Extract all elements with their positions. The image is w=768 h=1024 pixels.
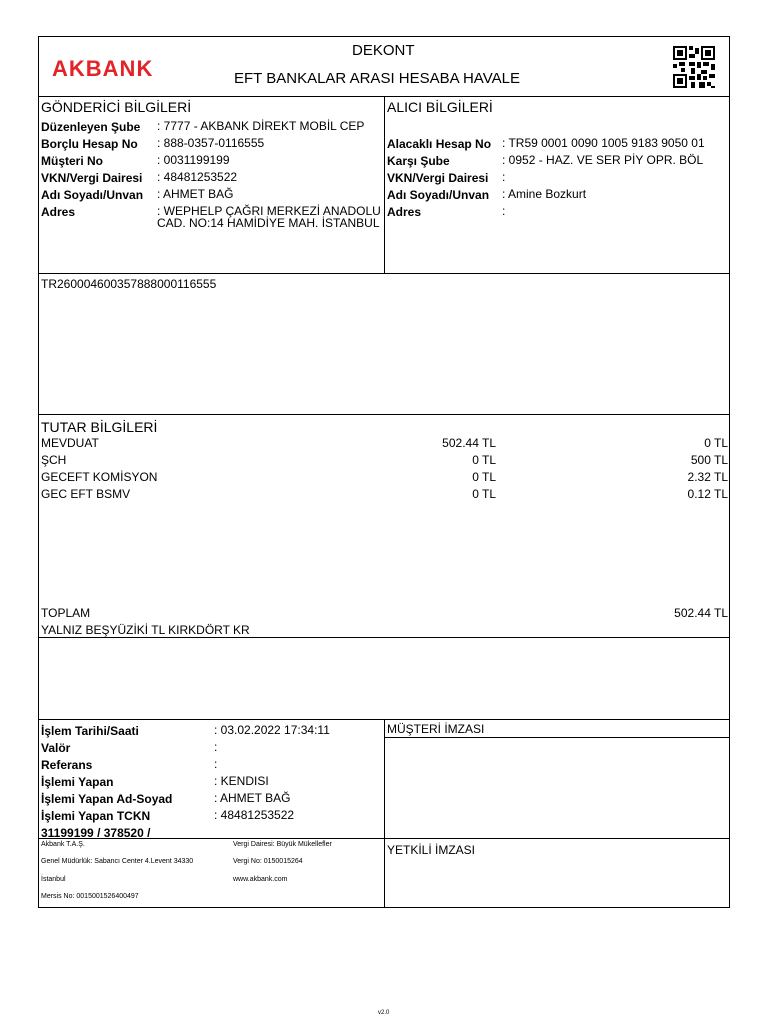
receiver-tax-value: : xyxy=(502,170,506,184)
sender-address-value: : WEPHELP ÇAĞRI MERKEZİ ANADOLU CAD. NO:14 HAMİDİYE MAH. İSTANBUL xyxy=(157,204,381,230)
txn-reference-label: Referans xyxy=(41,758,93,772)
txn-performer-label: İşlemi Yapan xyxy=(41,775,114,789)
footer-hq: Genel Müdürlük: Sabancı Center 4.Levent 34330 xyxy=(41,858,194,865)
receiver-account-label: Alacaklı Hesap No xyxy=(387,137,492,151)
txn-performer-id-label: İşlemi Yapan TCKN xyxy=(41,809,151,823)
sender-address-label: Adres xyxy=(41,205,76,219)
txn-performer-value: : KENDISI xyxy=(214,774,269,788)
footer-company: Akbank T.A.Ş. xyxy=(41,841,85,848)
amount-row-col2: 2.32 TL xyxy=(687,470,728,484)
rule-customer-signature xyxy=(384,737,730,738)
amount-row-col2: 0 TL xyxy=(704,436,728,450)
txn-performer-name-label: İşlemi Yapan Ad-Soyad xyxy=(41,792,173,806)
footer-tax-office: Vergi Dairesi: Büyük Mükellefler xyxy=(233,841,332,848)
document-subtitle: EFT BANKALAR ARASI HESABA HAVALE xyxy=(234,70,520,87)
amount-row-col2: 0.12 TL xyxy=(687,487,728,501)
rule-parties xyxy=(38,273,730,274)
receiver-account-value: : TR59 0001 0090 1005 9183 9050 01 xyxy=(502,136,705,150)
rule-description xyxy=(38,414,730,415)
amount-row-col2: 500 TL xyxy=(690,453,728,467)
receiver-address-label: Adres xyxy=(387,205,422,219)
amount-row-label: GECEFT KOMİSYON xyxy=(41,470,158,484)
amount-row-col1: 0 TL xyxy=(472,487,496,501)
sender-tax-label: VKN/Vergi Dairesi xyxy=(41,171,143,185)
amount-row-col1: 0 TL xyxy=(472,470,496,484)
sender-branch-value: : 7777 - AKBANK DİREKT MOBİL CEP xyxy=(157,119,365,133)
amount-row-col1: 502.44 TL xyxy=(442,436,496,450)
rule-amounts xyxy=(38,637,730,638)
footer-tax-no: Vergi No: 0150015264 xyxy=(233,858,303,865)
sender-heading: GÖNDERİCİ BİLGİLERİ xyxy=(41,99,192,115)
txn-date-value: : 03.02.2022 17:34:11 xyxy=(214,723,330,737)
divider-parties xyxy=(384,96,385,273)
receiver-branch-label: Karşı Şube xyxy=(387,154,450,168)
customer-signature-label: MÜŞTERİ İMZASI xyxy=(387,722,485,736)
divider-transaction xyxy=(384,719,385,908)
sender-account-label: Borçlu Hesap No xyxy=(41,137,138,151)
receiver-heading: ALICI BİLGİLERİ xyxy=(387,99,493,115)
txn-value-date-value: : xyxy=(214,740,218,754)
authorized-signature-label: YETKİLİ İMZASI xyxy=(387,843,476,857)
amounts-heading: TUTAR BİLGİLERİ xyxy=(41,419,158,435)
akbank-logo: AKBANK xyxy=(52,56,154,81)
txn-performer-name-value: : AHMET BAĞ xyxy=(214,791,291,805)
sender-customer-no-value: : 0031199199 xyxy=(157,153,230,167)
sender-name-value: : AHMET BAĞ xyxy=(157,187,234,201)
txn-reference-value: : xyxy=(214,757,218,771)
txn-value-date-label: Valör xyxy=(41,741,71,755)
transaction-description: TR260004600357888000116555 xyxy=(41,277,217,291)
txn-performer-id-value: : 48481253522 xyxy=(214,808,295,822)
sender-branch-label: Düzenleyen Şube xyxy=(41,120,141,134)
receiver-name-value: : Amine Bozkurt xyxy=(502,187,587,201)
txn-date-label: İşlem Tarihi/Saati xyxy=(41,724,139,738)
receiver-branch-value: : 0952 - HAZ. VE SER PİY OPR. BÖL xyxy=(502,153,704,167)
footer-mersis: Mersis No: 0015001526400497 xyxy=(41,893,139,900)
receiver-tax-label: VKN/Vergi Dairesi xyxy=(387,171,489,185)
sender-customer-no-label: Müşteri No xyxy=(41,154,104,168)
amount-row-label: ŞCH xyxy=(41,453,67,467)
qr-code-icon xyxy=(673,46,715,88)
amount-row-label: MEVDUAT xyxy=(41,436,99,450)
footer-city: İstanbul xyxy=(41,876,66,883)
receiver-address-value: : xyxy=(502,204,506,218)
amount-row-col1: 0 TL xyxy=(472,453,496,467)
rule-authorized-signature xyxy=(384,838,730,839)
sender-tax-value: : 48481253522 xyxy=(157,170,238,184)
txn-code: 31199199 / 378520 / xyxy=(41,826,151,840)
document-title: DEKONT xyxy=(352,42,415,59)
total-label: TOPLAM xyxy=(41,606,91,620)
total-value: 502.44 TL xyxy=(674,606,728,620)
sender-name-label: Adı Soyadı/Unvan xyxy=(41,188,144,202)
total-in-words: YALNIZ BEŞYÜZİKİ TL KIRKDÖRT KR xyxy=(41,623,250,637)
sender-account-value: : 888-0357-0116555 xyxy=(157,136,265,150)
version-label: v2.0 xyxy=(378,1010,390,1016)
receiver-name-label: Adı Soyadı/Unvan xyxy=(387,188,490,202)
footer-website: www.akbank.com xyxy=(233,876,288,883)
amount-row-label: GEC EFT BSMV xyxy=(41,487,131,501)
